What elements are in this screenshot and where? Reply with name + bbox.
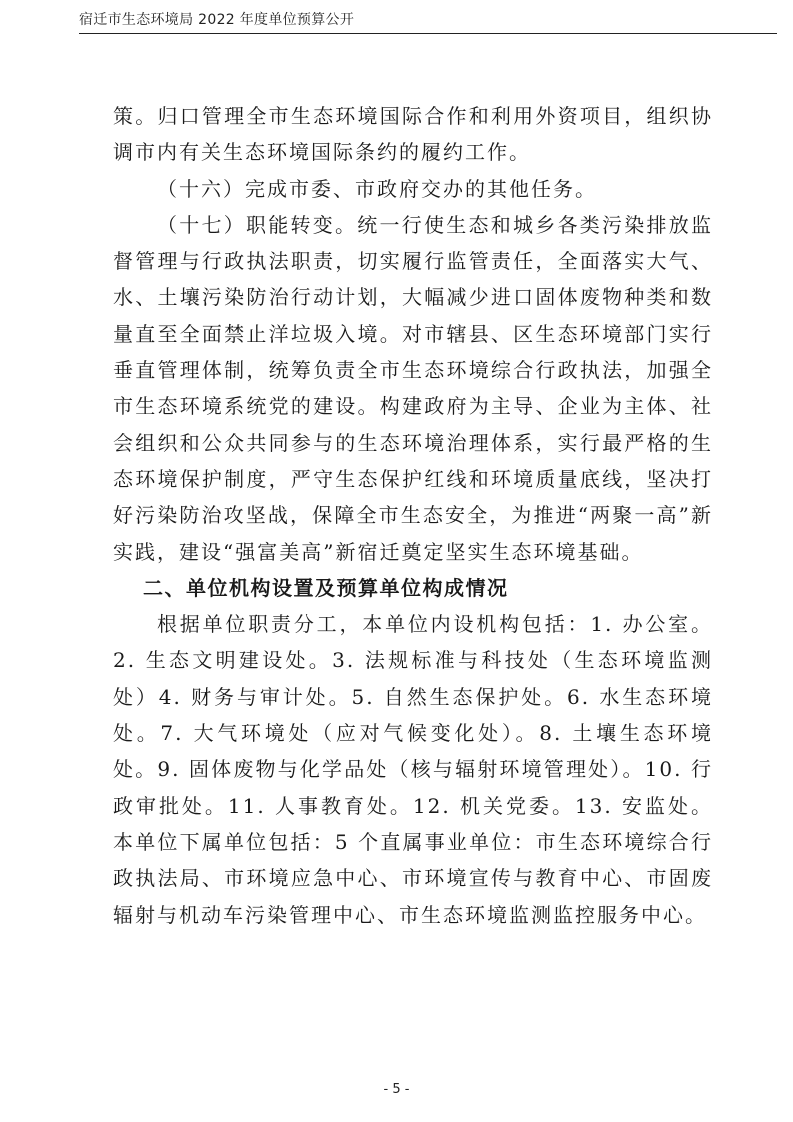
paragraph-section-2: 根据单位职责分工，本单位内设机构包括：1. 办公室。2. 生态文明建设处。3. 法规标准与科技处（生态环境监测处）4. 财务与审计处。5. 自然生态保护处。6. 水生态环境处。7. 大气环境处（应对气候变化处）。8. 土壤生态环境处。9. 固体废物与化学品处（核与辐射环境管理处）。10. 行政审批处。11. 人事教育处。12. 机关党委。13. 安监处。本单位下属单位包括：5 个直属事业单位：市生态环境综合行政执法局、市环境应急中心、市环境宣传与教育中心、市固废辐射与机动车污染管理中心、市生态环境监测监控服务中心。 [113, 612, 713, 927]
section-heading: 二、单位机构设置及预算单位构成情况 [143, 575, 509, 600]
paragraph-continuation: 策。归口管理全市生态环境国际合作和利用外资项目，组织协调市内有关生态环境国际条约的履约工作。 [113, 104, 713, 165]
document-body [113, 98, 713, 933]
paragraph-item-17: （十七）职能转变。统一行使生态和城乡各类污染排放监督管理与行政执法职责，切实履行监管责任，全面落实大气、水、土壤污染防治行动计划，大幅减少进口固体废物种类和数量直至全面禁止洋垃圾入境。对市辖县、区生态环境部门实行垂直管理体制，统筹负责全市生态环境综合行政执法，加强全市生态环境系统党的建设。构建政府为主导、企业为主体、社会组织和公众共同参与的生态环境治理体系，实行最严格的生态环境保护制度，严守生态保护红线和环境质量底线，坚决打好污染防治攻坚战，保障全市生态安全，为推进“两聚一高”新实践，建设“强富美高”新宿迁奠定坚实生态环境基础。 [113, 212, 713, 564]
page-number: - 5 - [383, 1082, 410, 1097]
header-divider [79, 33, 777, 34]
page-header [0, 0, 793, 34]
header-title: 宿迁市生态环境局 2022 年度单位预算公开 [79, 12, 355, 28]
paragraph-item-16: （十六）完成市委、市政府交办的其他任务。 [157, 176, 597, 201]
